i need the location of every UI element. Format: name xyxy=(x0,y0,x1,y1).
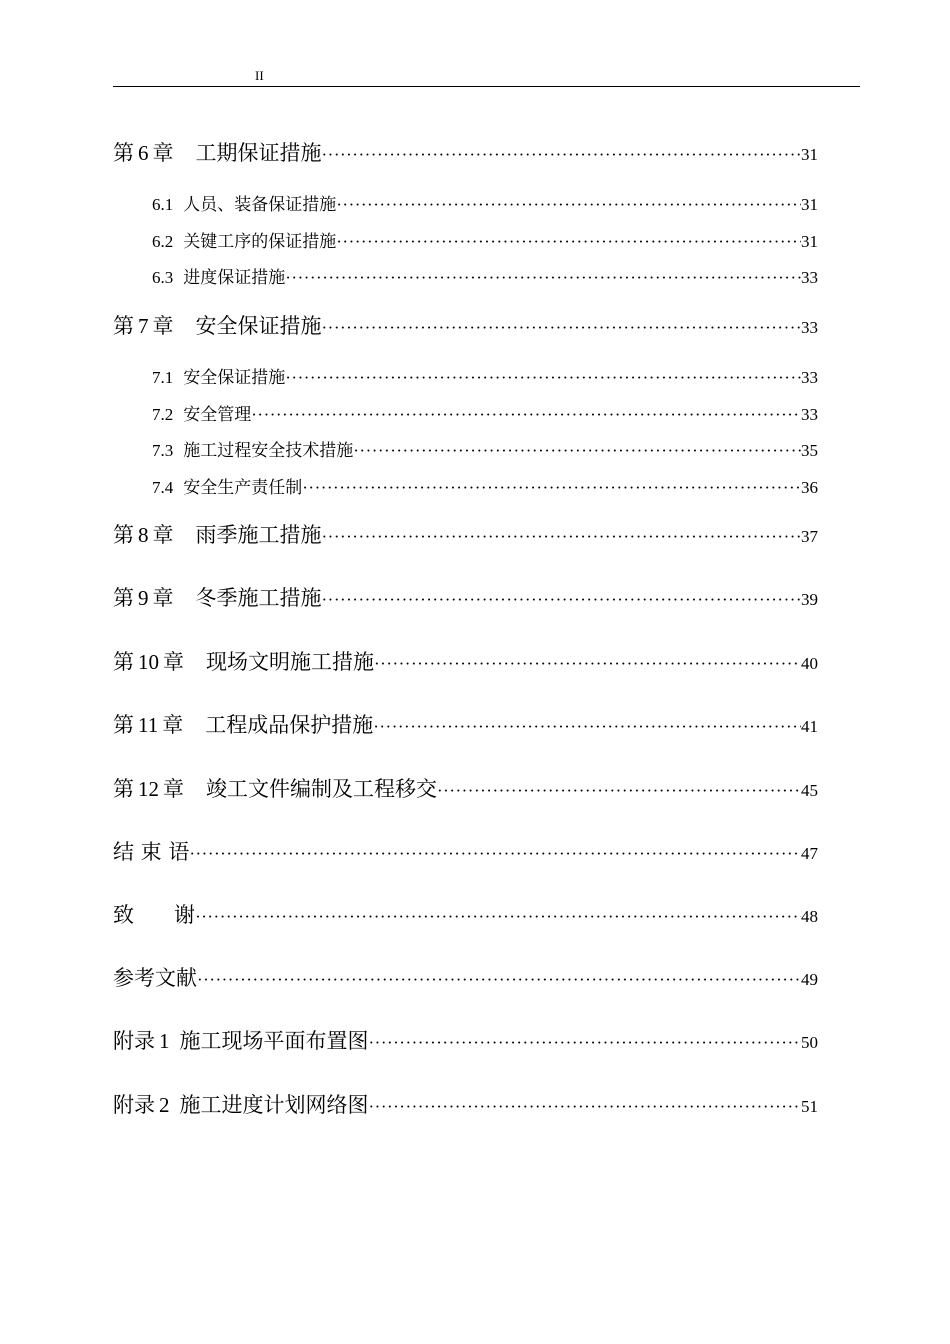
toc-entry-section-7-4[interactable]: 7.4 安全生产责任制 ····· 36 xyxy=(152,473,818,498)
dot-leader xyxy=(322,527,802,547)
dot-leader xyxy=(336,232,801,252)
toc-entry-chapter-7[interactable] xyxy=(113,310,818,340)
dot-leader xyxy=(285,368,801,388)
toc-page-number: 33 xyxy=(801,318,818,337)
dot-leader xyxy=(369,1097,802,1117)
toc-label: 附录 1 施工现场平面布置图 xyxy=(113,1029,369,1053)
toc-entry-references[interactable] xyxy=(113,962,818,992)
toc-label: 参考文献 xyxy=(113,966,197,990)
dot-leader xyxy=(369,1033,802,1053)
dot-leader xyxy=(322,590,802,610)
toc-page-number: 31 xyxy=(801,195,818,214)
toc-label: 第 6 章 工期保证措施 xyxy=(113,141,322,165)
dot-leader xyxy=(437,781,801,801)
toc-page-number: 50 xyxy=(801,1033,818,1052)
toc-page-number: 31 xyxy=(801,232,818,251)
toc-label: 附录 2 施工进度计划网络图 xyxy=(113,1093,369,1117)
toc-entry-section-6-1[interactable]: 6.1 人员、装备保证措施 ····· 31 xyxy=(152,190,818,215)
toc-page-number: 49 xyxy=(801,970,818,989)
toc-page-number: 45 xyxy=(801,781,818,800)
dot-leader xyxy=(353,441,801,461)
toc-entry-chapter-10[interactable] xyxy=(113,646,818,676)
dot-leader xyxy=(189,844,801,864)
toc-entry-section-7-2[interactable]: 7.2 安全管理 ····· 33 xyxy=(152,400,818,425)
toc-label: 第 9 章 冬季施工措施 xyxy=(113,586,322,610)
toc-entry-appendix-1[interactable] xyxy=(113,1025,818,1055)
toc-entry-chapter-11[interactable] xyxy=(113,709,818,739)
dot-leader xyxy=(285,268,801,288)
toc-page-number: 33 xyxy=(801,368,818,387)
toc-label: 第 8 章 雨季施工措施 xyxy=(113,523,322,547)
header-rule xyxy=(113,86,860,87)
toc-entry-section-7-3[interactable]: 7.3 施工过程安全技术措施 ····· 35 xyxy=(152,436,818,461)
toc-page-number: 36 xyxy=(801,478,818,497)
toc-entry-section-6-2[interactable]: 6.2 关键工序的保证措施 ····· 31 xyxy=(152,227,818,252)
toc-entry-section-6-3[interactable]: 6.3 进度保证措施 ····· 33 xyxy=(152,263,818,288)
toc-entry-chapter-6[interactable] xyxy=(113,137,818,167)
toc-label: 致 谢 xyxy=(113,903,196,927)
toc-entry-appendix-2[interactable] xyxy=(113,1089,818,1119)
toc-entry-section-7-1[interactable]: 7.1 安全保证措施 ····· 33 xyxy=(152,363,818,388)
dot-leader xyxy=(322,318,802,338)
dot-leader xyxy=(374,654,801,674)
dot-leader xyxy=(336,195,801,215)
toc-label: 结 束 语 xyxy=(113,840,190,864)
toc-entry-chapter-8[interactable] xyxy=(113,519,818,549)
toc-page-number: 47 xyxy=(801,844,818,863)
dot-leader xyxy=(251,405,801,425)
toc-page-number: 35 xyxy=(801,441,818,460)
toc-page-number: 37 xyxy=(801,527,818,546)
toc-page-number: 48 xyxy=(801,907,818,926)
toc-page-number: 39 xyxy=(801,590,818,609)
toc-entry-conclusion[interactable] xyxy=(113,836,818,866)
toc-entry-acknowledgements[interactable] xyxy=(113,899,818,929)
toc-page-number: 40 xyxy=(801,654,818,673)
toc-page-number: 33 xyxy=(801,405,818,424)
toc-page-number: 31 xyxy=(801,145,818,164)
dot-leader xyxy=(373,717,801,737)
toc-page-number: 51 xyxy=(801,1097,818,1116)
toc-page-number: 33 xyxy=(801,268,818,287)
header-page-number: II xyxy=(255,68,264,83)
toc-entry-chapter-9[interactable] xyxy=(113,582,818,612)
toc-label: 第 10 章 现场文明施工措施 xyxy=(113,650,374,674)
toc-label: 第 12 章 竣工文件编制及工程移交 xyxy=(113,777,437,801)
toc-label: 第 7 章 安全保证措施 xyxy=(113,314,322,338)
dot-leader xyxy=(195,907,801,927)
toc-label: 第 11 章 工程成品保护措施 xyxy=(113,713,374,737)
dot-leader xyxy=(302,478,801,498)
toc-page-number: 41 xyxy=(801,717,818,736)
toc-entry-chapter-12[interactable] xyxy=(113,773,818,803)
dot-leader xyxy=(322,145,802,165)
dot-leader xyxy=(197,970,801,990)
